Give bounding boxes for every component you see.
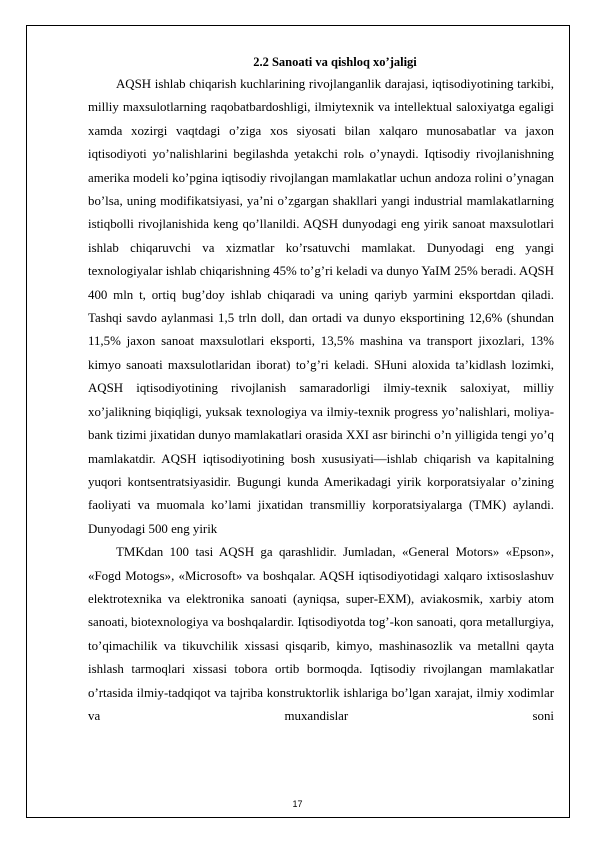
section-heading: 2.2 Sanoati va qishloq xo’jaligi [253, 55, 417, 69]
document-body [88, 54, 554, 728]
paragraph-1: AQSH ishlab chiqarish kuchlarining rivojlanganlik darajasi, iqtisodiyotining tarkibi, milliy maxsulotlarning raqobatbardoshligi, ilmiytexnik va intellektual saloxiyatga egaligi xamda xozirgi vaqtdagi o’ziga xos siyosati bilan xalqaro munosabatlar va jaxon iqtisodiyoti yo’nalishlarini begilashda yetakchi rolь o’ynaydi. Iqtisodiy rivojlanishning amerika modeli ko’pgina iqtisodiy rivojlangan mamlakatlar uchun andoza rolini o’ynagan bo’lsa, uning modifikatsiyasi, ya’ni o’zgargan shakllari yangi industrial mamlakatlarning istiqbolli rivojlanishida keng qo’llanildi. AQSH dunyodagi eng yirik sanoat maxsulotlari ishlab chiqaruvchi va xizmatlar ko’rsatuvchi mamlakat. Dunyodagi eng yangi texnologiyalar ishlab chiqarishning 45% to’g’ri keladi va dunyo YaIM 25% beradi. AQSH 400 mln t, ortiq bug’doy ishlab chiqaradi va uning qariyb yarmini eksportdan qiladi. Tashqi savdo aylanmasi 1,5 trln doll, dan ortadi va dunyo eksportining 12,6% (shundan 11,5% jaxon sanoat maxsulotlari eksporti, 13,5% mashina va transport jixozlari, 13% kimyo sanoati maxsulotlaridan iborat) to’g’ri keladi. SHuni aloxida ta’kidlash lozimki, AQSH iqtisodiyotining rivojlanish samaradorligi ilmiy-texnik saloxiyat, milliy xo’jalikning biqiqligi, yuksak texnologiya va ilmiy-texnik progress yo’nalishlari, moliya-bank tizimi jixatidan dunyo mamlakatlari orasida XXI asr birinchi o’n yilligida tengi yo’q mamlakatdir. AQSH iqtisodiyotining bosh xususiyati—ishlab chiqarish va kapitalning yuqori kontsentratsiyasidir. Bugungi kunda Amerikadagi yirik korporatsiyalar o’zining faoliyati va muomala ko’lami jixatidan transmilliy korporatsiyalarga (TMK) aylandi. Dunyodagi 500 eng yirik [88, 77, 554, 536]
paragraph-2: TMKdan 100 tasi AQSH ga qarashlidir. Jumladan, «General Motors» «Epson», «Fogd Motogs», «Microsoft» va boshqalar. AQSH iqtisodiyotidagi xalqaro ixtisoslashuv elektrotexnika va elektronika sanoati (ayniqsa, super-EXM), aviakosmik, xarbiy atom sanoati, biotexnologiya va boshqalardir. Iqtisodiyotda tog’-kon sanoati, qora metallurgiya, to’qimachilik va tikuvchilik xissasi qisqarib, kimyo, mashinasozlik va metallni qayta ishlash tarmoqlari xissasi tobora ortib bormoqda. Iqtisodiy rivojlangan mamlakatlar o’rtasida ilmiy-tadqiqot va tajriba konstruktorlik ishlariga bo’lgan xarajat, ilmiy xodimlar va muxandislar soni [88, 545, 554, 723]
page-number: 17 [292, 799, 303, 809]
